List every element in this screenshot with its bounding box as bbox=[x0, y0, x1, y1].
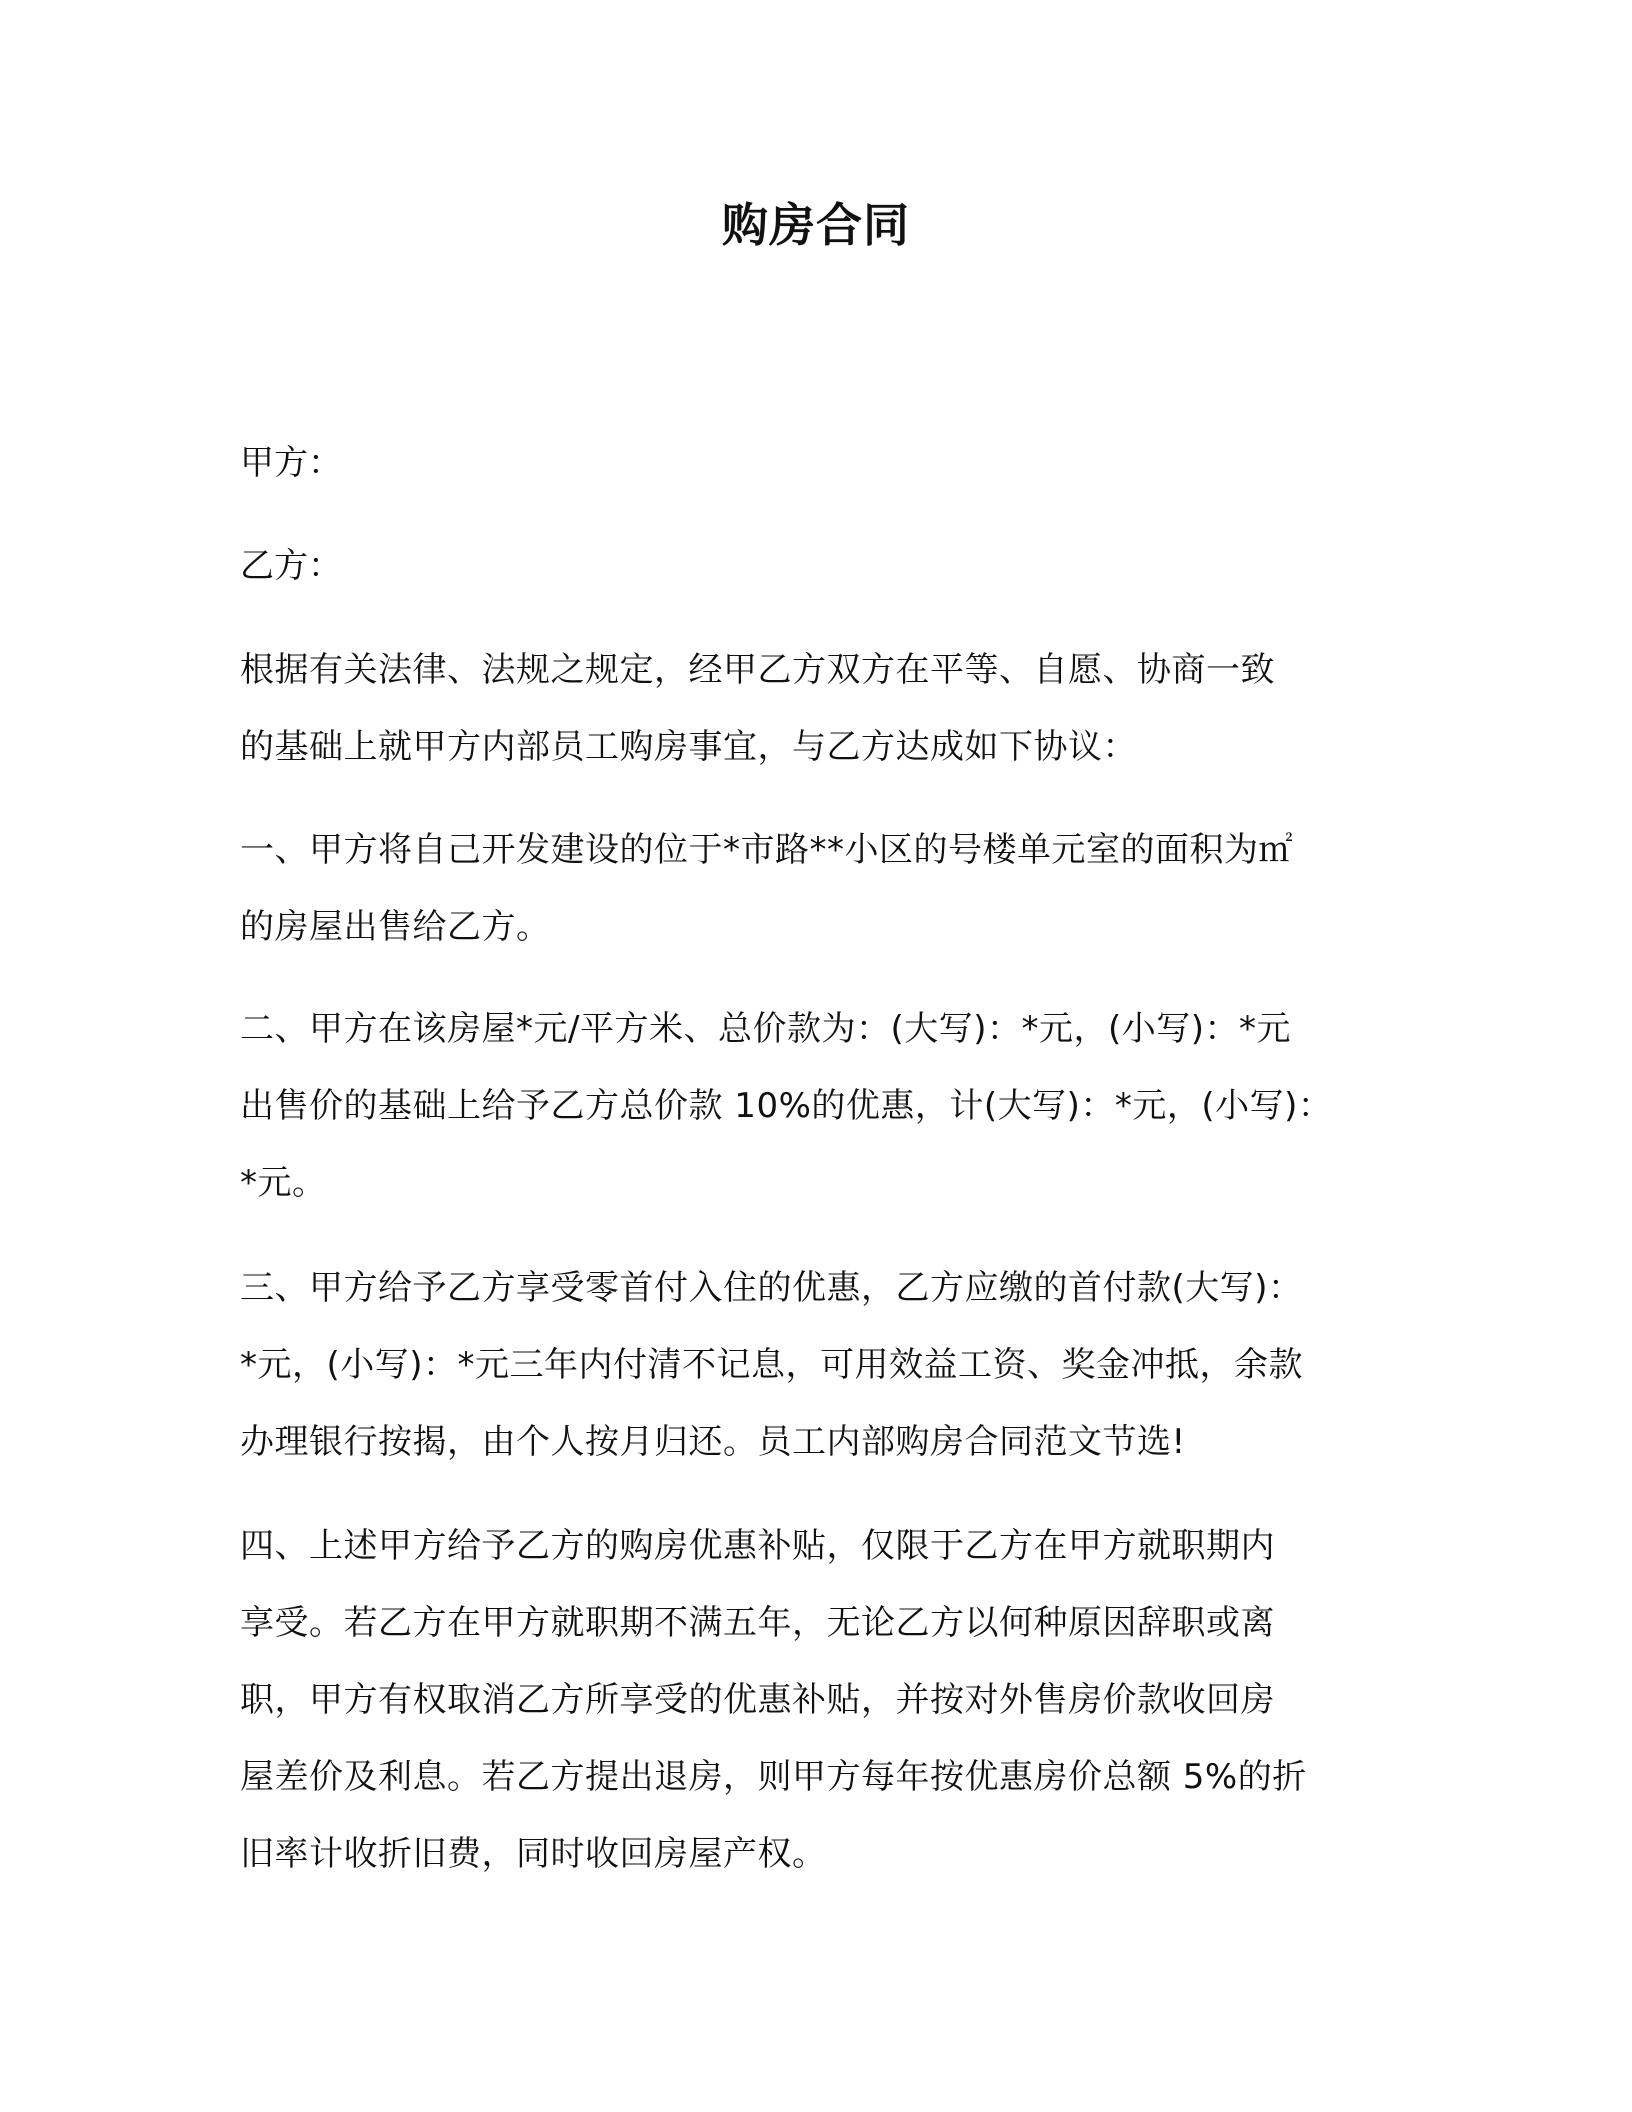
party-a-label: 甲方： bbox=[240, 443, 342, 483]
text-line: 三、甲方给予乙方享受零首付入住的优惠，乙方应缴的首付款(大写)： bbox=[240, 1268, 1303, 1308]
text-line: 职，甲方有权取消乙方所享受的优惠补贴，并按对外售房价款收回房 bbox=[240, 1680, 1275, 1720]
text-line: 旧率计收折旧费，同时收回房屋产权。 bbox=[240, 1834, 827, 1874]
text-line: 二、甲方在该房屋*元/平方米、总价款为：(大写)：*元，(小写)：*元 bbox=[240, 1009, 1292, 1049]
paragraph-clause-2 bbox=[240, 991, 1400, 1222]
text-line: *元，(小写)：*元三年内付清不记息，可用效益工资、奖金冲抵，余款 bbox=[240, 1345, 1304, 1385]
paragraph-clause-3 bbox=[240, 1250, 1400, 1481]
text-line: 根据有关法律、法规之规定，经甲乙方双方在平等、自愿、协商一致 bbox=[240, 650, 1275, 690]
text-line: 办理银行按揭，由个人按月归还。员工内部购房合同范文节选! bbox=[240, 1422, 1186, 1462]
text-line: 享受。若乙方在甲方就职期不满五年，无论乙方以何种原因辞职或离 bbox=[240, 1603, 1275, 1643]
text-line: 一、甲方将自己开发建设的位于*市路**小区的号楼单元室的面积为㎡ bbox=[240, 830, 1293, 870]
document-title: 购房合同 bbox=[722, 198, 910, 252]
party-b-label: 乙方： bbox=[240, 546, 342, 586]
paragraph-clause-4 bbox=[240, 1508, 1400, 1893]
text-line: 的房屋出售给乙方。 bbox=[240, 907, 551, 947]
text-line: *元。 bbox=[240, 1163, 327, 1203]
text-line: 的基础上就甲方内部员工购房事宜，与乙方达成如下协议： bbox=[240, 727, 1137, 767]
paragraph-clause-1 bbox=[240, 812, 1400, 966]
paragraph-preamble bbox=[240, 632, 1400, 786]
text-line: 四、上述甲方给予乙方的购房优惠补贴，仅限于乙方在甲方就职期内 bbox=[240, 1526, 1275, 1566]
text-line: 出售价的基础上给予乙方总价款 10%的优惠，计(大写)：*元，(小写)： bbox=[240, 1086, 1333, 1126]
text-line: 屋差价及利息。若乙方提出退房，则甲方每年按优惠房价总额 5%的折 bbox=[240, 1757, 1307, 1797]
